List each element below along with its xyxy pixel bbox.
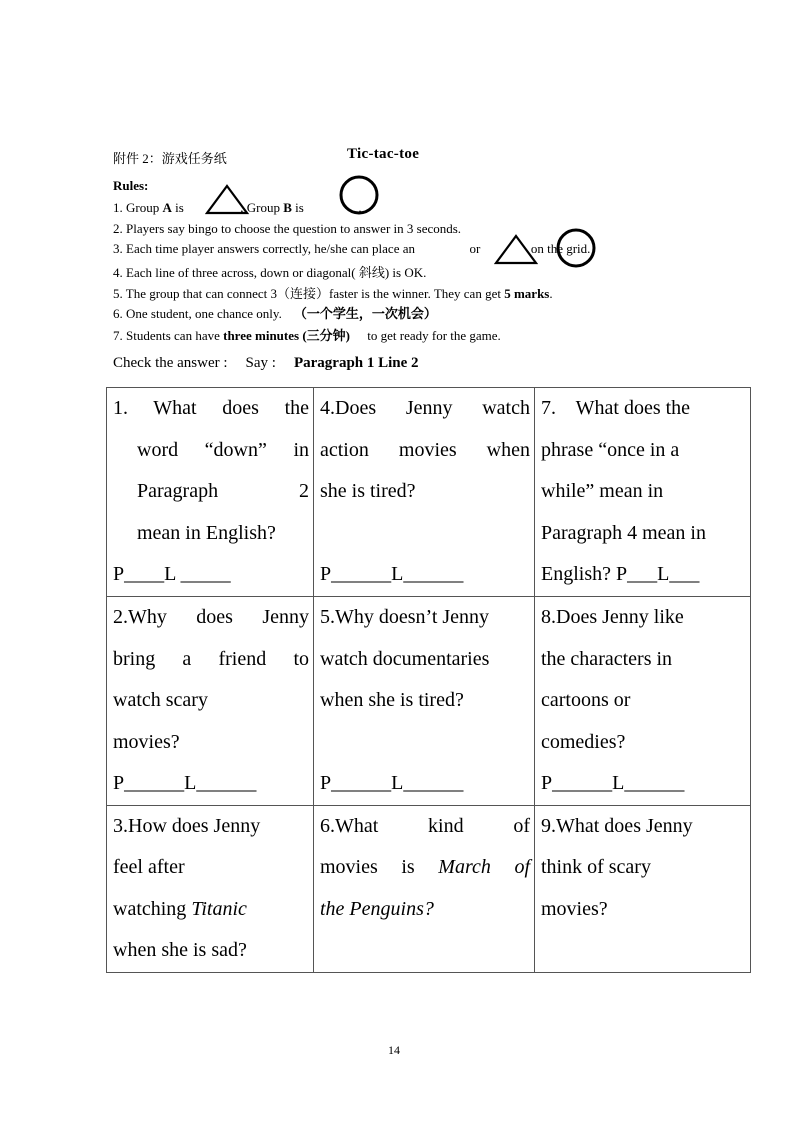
rules-heading: Rules: — [113, 178, 149, 193]
grid-cell-6[interactable] — [314, 805, 535, 972]
question-text: think of scary — [541, 856, 651, 878]
rule-7 — [113, 325, 501, 344]
rule-6 — [113, 303, 437, 322]
answer-blank: P____L _____ — [113, 563, 231, 585]
question-text: movies? — [541, 897, 608, 920]
question-text: movies is — [320, 856, 439, 878]
rule-5-text: 5. The group that can connect 3（连接）faster is the winner. They can get — [113, 286, 505, 301]
circle-icon — [555, 227, 597, 269]
question-text — [320, 847, 530, 889]
question-text: mean in English? — [137, 521, 276, 544]
grid-cell-8[interactable] — [535, 597, 751, 806]
question-text: feel after — [113, 856, 185, 878]
answer-blank: P______L______ — [113, 772, 257, 794]
rule-1-text: is — [291, 200, 308, 215]
check-answer-line — [113, 355, 419, 372]
rule-7-text: to get ready for the game. — [364, 328, 501, 343]
question-text — [113, 889, 309, 931]
question-text: word “down” in — [137, 438, 309, 461]
question-text: 4.Does Jenny watch — [320, 397, 530, 419]
rule-7-text: 7. Students can have — [113, 328, 224, 343]
question-text: comedies? — [541, 730, 626, 753]
question-text: cartoons or — [541, 689, 631, 711]
page-title: Tic-tac-toe — [347, 146, 420, 162]
tic-tac-toe-grid — [106, 387, 751, 973]
question-text: watching — [113, 897, 192, 920]
say-label: Say : — [245, 355, 276, 371]
grid-cell-1[interactable] — [107, 388, 314, 597]
question-text: she is tired? — [320, 480, 416, 502]
answer-blank: English? P___L___ — [541, 563, 700, 585]
circle-icon — [338, 174, 380, 216]
question-text: while” mean in — [541, 480, 664, 502]
page-number: 14 — [388, 1043, 400, 1057]
marks-label: 5 marks — [504, 286, 550, 301]
check-label: Check the answer : — [113, 355, 228, 371]
question-text: 8.Does Jenny like — [541, 606, 684, 628]
question-text: 5.Why doesn’t Jenny — [320, 606, 490, 628]
group-b-label: B — [283, 200, 292, 215]
grid-cell-5[interactable] — [314, 597, 535, 806]
rule-3-text: 3. Each time player answers correctly, he/she can place an — [113, 241, 419, 256]
question-text: 6.What kind of — [320, 814, 530, 837]
question-text: movies? — [113, 730, 180, 753]
rule-6-text: 6. One student, one chance only. — [113, 306, 282, 321]
question-text: when she is sad? — [113, 939, 247, 961]
rule-2: 2. Players say bingo to choose the question to answer in 3 seconds. — [113, 221, 462, 236]
answer-blank: P______L______ — [320, 772, 464, 794]
rule-1-text: . — [355, 200, 362, 215]
grid-cell-9[interactable] — [535, 805, 751, 972]
question-text: 3.How does Jenny — [113, 814, 261, 837]
grid-cell-7[interactable] — [535, 388, 751, 597]
rule-1-text: is — [171, 200, 188, 215]
question-text: action movies when — [320, 438, 530, 461]
rule-7-bold: (三分钟) — [299, 328, 350, 343]
paragraph-example: Paragraph 1 Line 2 — [293, 355, 419, 371]
rule-6-chinese: （一个学生，一次机会） — [293, 306, 437, 321]
rule-7-bold: three minutes — [223, 328, 300, 343]
question-text: phrase “once in a — [541, 438, 680, 461]
rule-5-text: . — [549, 286, 553, 301]
attachment-label: 附件 2：游戏任务纸 — [113, 151, 227, 166]
grid-cell-2[interactable] — [107, 597, 314, 806]
answer-blank: P______L______ — [320, 563, 464, 585]
group-a-label: A — [162, 200, 172, 215]
question-text: Paragraph 2 — [137, 480, 309, 502]
question-text: Paragraph 4 mean in — [541, 521, 706, 544]
question-text — [320, 889, 530, 931]
rule-1-text: , Group — [237, 200, 284, 215]
triangle-icon — [205, 184, 249, 216]
question-text: when she is tired? — [320, 689, 464, 711]
question-text: the characters in — [541, 647, 673, 670]
movie-title: Titanic — [191, 897, 247, 920]
rule-5 — [113, 283, 553, 302]
question-text: 7. What does the — [541, 397, 691, 419]
answer-blank: P______L______ — [541, 772, 685, 794]
movie-title: the Penguins? — [320, 897, 434, 920]
triangle-icon — [494, 234, 538, 266]
question-text: bring a friend to — [113, 647, 309, 670]
rule-3-text: on the grid. — [527, 241, 591, 256]
question-text: watch documentaries — [320, 647, 490, 670]
rule-4: 4. Each line of three across, down or diagonal( 斜线) is OK. — [113, 265, 427, 280]
question-text: 9.What does Jenny — [541, 814, 693, 837]
rule-1-text: 1. Group — [113, 200, 163, 215]
question-text: 1. What does the — [113, 397, 309, 419]
grid-cell-3[interactable] — [107, 805, 314, 972]
question-text: 2.Why does Jenny — [113, 606, 309, 628]
question-text: watch scary — [113, 689, 208, 711]
grid-cell-4[interactable] — [314, 388, 535, 597]
rule-3-text: or — [466, 241, 484, 256]
movie-title: March of — [438, 856, 530, 878]
